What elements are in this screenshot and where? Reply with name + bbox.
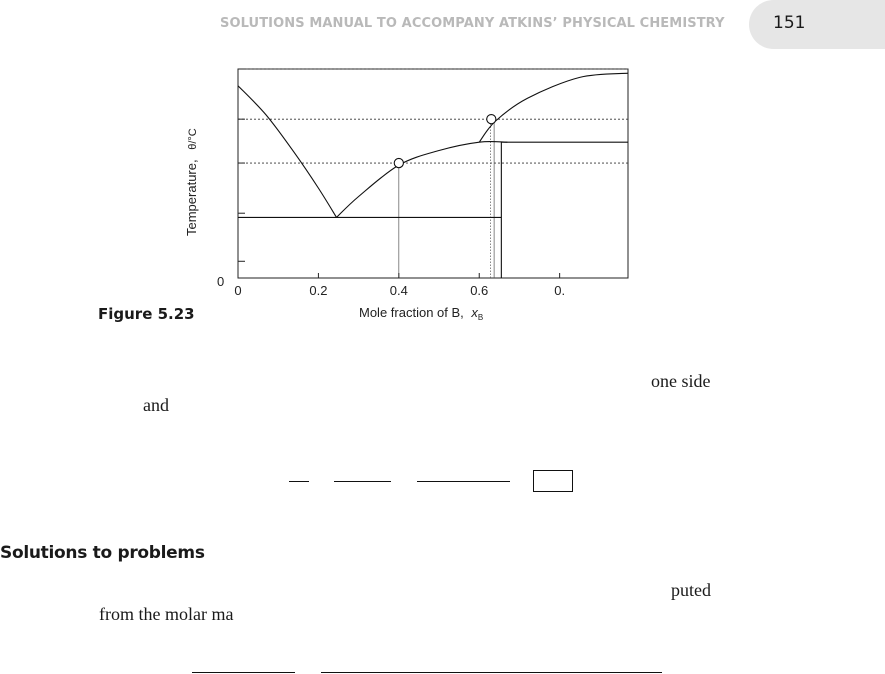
liquidus-compound-curve [337, 142, 508, 218]
fraction-rule [289, 481, 309, 482]
result-box [533, 470, 573, 492]
section-heading: Solutions to problems [0, 543, 205, 563]
y-axis-label-symbol: θ/°C [187, 128, 199, 150]
fraction-rule [321, 672, 662, 673]
x-axis-label-symbol: x [471, 305, 478, 320]
fraction-rule [334, 481, 391, 482]
y-axis-label [184, 128, 199, 236]
phase-diagram [0, 0, 885, 330]
tick-layer [234, 69, 565, 298]
x-tick-label: 0.2 [309, 283, 328, 298]
plot-frame [238, 69, 628, 278]
plot-layer [238, 69, 628, 278]
x-axis-label-text: Mole fraction of B, [359, 305, 464, 320]
running-header: SOLUTIONS MANUAL TO ACCOMPANY ATKINS’ PHYSICAL CHEMISTRY [220, 16, 725, 31]
point-marker [487, 115, 496, 124]
x-tick-label: 0.6 [470, 283, 489, 298]
point-marker [394, 158, 403, 167]
figure-caption: Figure 5.23 [98, 305, 195, 323]
body-text-line-2: and [143, 395, 169, 415]
liquidus-B-rich-curve [479, 73, 628, 142]
body-text-line-4: from the molar ma [99, 604, 234, 624]
y-origin-label: 0 [217, 274, 225, 289]
liquidus-A-curve [238, 86, 337, 218]
x-tick-label: 0 [234, 283, 242, 298]
body-text-line-1: one side [651, 371, 711, 391]
x-tick-label: 0. [554, 283, 566, 298]
fraction-rule [417, 481, 510, 482]
fraction-rule [192, 672, 295, 673]
x-axis-label [359, 305, 483, 322]
x-tick-label: 0.4 [389, 283, 408, 298]
x-axis-label-subscript: B [477, 313, 484, 322]
page-number: 151 [773, 13, 806, 33]
curve-layer [238, 73, 628, 278]
y-axis-label-text: Temperature, [184, 159, 199, 236]
body-text-line-3: puted [671, 580, 711, 600]
